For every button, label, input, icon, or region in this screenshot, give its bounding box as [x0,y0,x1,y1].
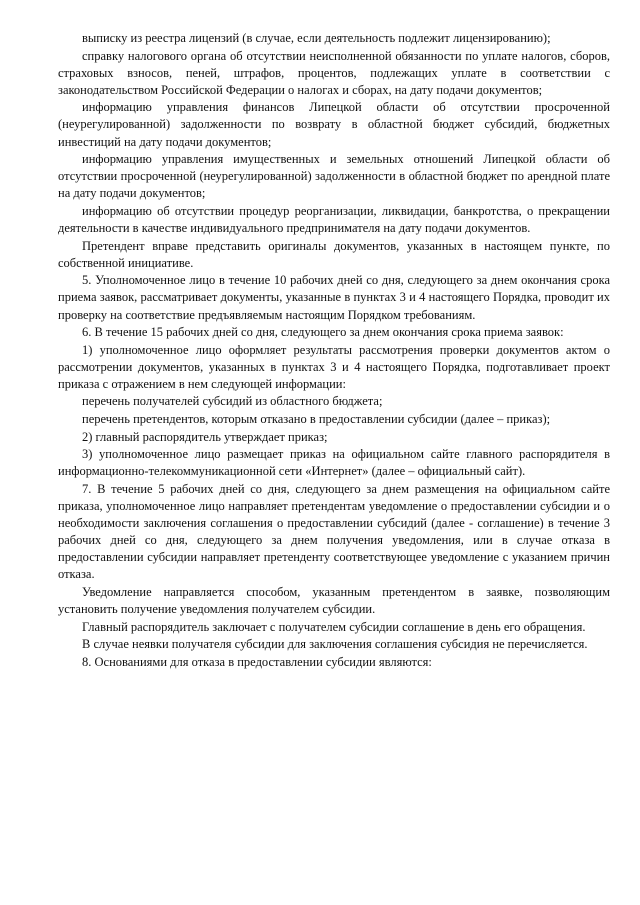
paragraph-no-show: В случае неявки получателя субсидии для заключения соглашения субсидия не перечисляется. [82,637,588,652]
paragraph-finance-info: информацию управления финансов Липецкой области об отсутствии просроченной (неурегулированной) задолженности по возврату в областной бюджет субсидий, бюджетных инвестиций на дату подачи документов; [58,100,610,149]
paragraph-item-7: 7. В течение 5 рабочих дней со дня, следующего за днем размещения на официальном сайте приказа, уполномоченное лицо направляет претендентам уведомление о предоставлении субсидии и о необходимости заключения соглашения о предоставлении субсидий (далее - соглашение) в течение 3 рабочих дней со дня, следующего за днем получения уведомления, или в случае отказа в предоставлении субсидии направляет претенденту соответствующее уведомление с указанием причин отказа. [58,481,610,582]
paragraph-license-extract: выписку из реестра лицензий (в случае, если деятельность подлежит лицензированию); [82,31,551,45]
paragraph-notification-method: Уведомление направляется способом, указанным претендентом в заявке, позволяющим установить получение уведомления получателем субсидии. [58,585,610,617]
paragraph-recipients-list: перечень получателей субсидий из областного бюджета; [82,394,383,409]
paragraph-tax-certificate: справку налогового органа об отсутствии неисполненной обязанности по уплате налогов, сборов, страховых взносов, пеней, штрафов, процентов, подлежащих уплате в соответствии с законодательством Российской Федерации о налогах и сборах, на дату подачи документов; [58,48,610,97]
paragraph-item-6-2: 2) главный распорядитель утверждает приказ; [82,429,328,444]
document-page [58,30,610,671]
paragraph-item-6-1: 1) уполномоченное лицо оформляет результаты рассмотрения проверки документов актом о рассмотрении документов, указанных в пунктах 3 и 4 настоящего Порядка, подготавливает проект приказа с отражением в нем следующей информации: [58,342,610,391]
paragraph-item-6: 6. В течение 15 рабочих дней со дня, следующего за днем окончания срока приема заявок: [82,325,564,340]
paragraph-item-8: 8. Основаниями для отказа в предоставлении субсидии являются: [82,654,432,669]
paragraph-originals: Претендент вправе представить оригиналы документов, указанных в настоящем пункте, по собственной инициативе. [58,238,610,270]
paragraph-item-6-3: 3) уполномоченное лицо размещает приказ на официальном сайте главного распорядителя в информационно-телекоммуникационной сети «Интернет» (далее – официальный сайт). [58,447,610,479]
paragraph-refused-list: перечень претендентов, которым отказано в предоставлении субсидии (далее – приказ); [82,412,551,427]
paragraph-agreement-day: Главный распорядитель заключает с получателем субсидии соглашение в день его обращения. [82,619,586,634]
paragraph-item-5: 5. Уполномоченное лицо в течение 10 рабочих дней со дня, следующего за днем окончания срока приема заявок, рассматривает документы, указанные в пунктах 3 и 4 настоящего Порядка, проводит их проверку на соответствие предъявляемым настоящим Порядком требованиям. [58,273,610,322]
paragraph-reorganization-info: информацию об отсутствии процедур реорганизации, ликвидации, банкротства, о прекращении деятельности в качестве индивидуального предпринимателя на дату подачи документов. [58,203,610,236]
paragraph-property-info: информацию управления имущественных и земельных отношений Липецкой области об отсутствии просроченной (неурегулированной) задолженности в областной бюджет по арендной плате на дату подачи документов; [58,152,610,201]
